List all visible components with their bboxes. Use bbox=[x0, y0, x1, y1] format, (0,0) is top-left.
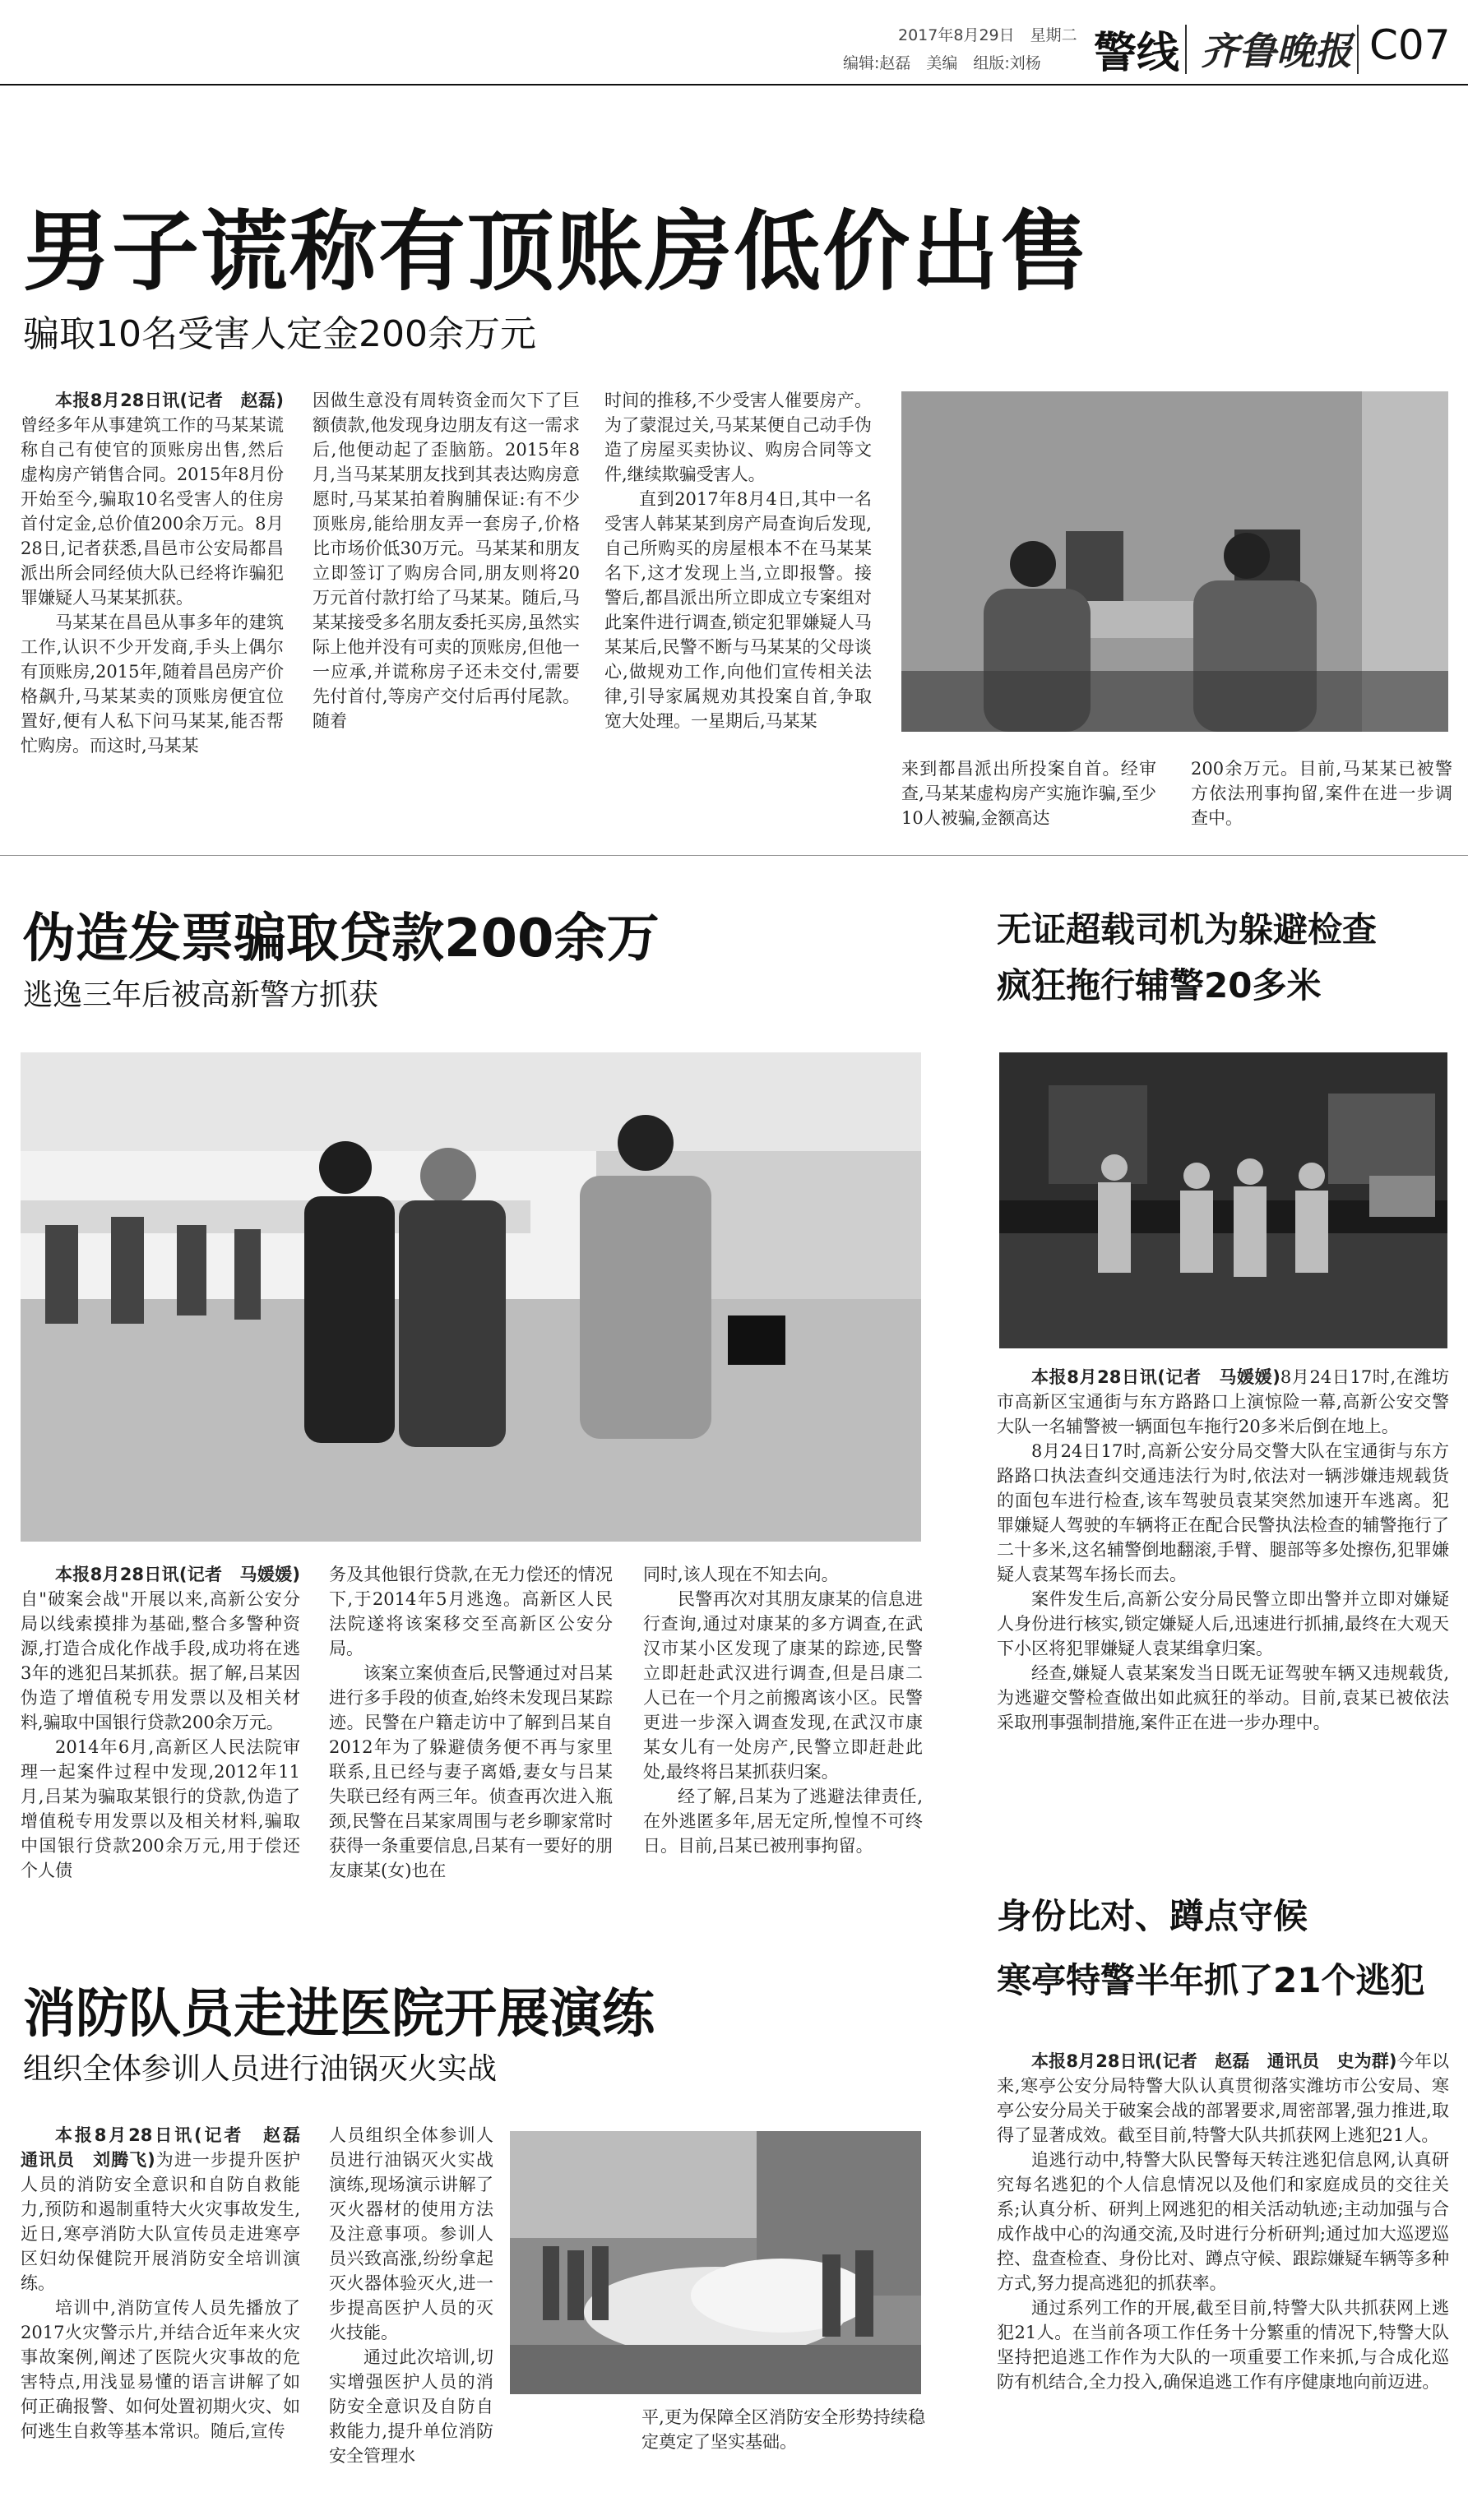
story4-body: 本报8月28日讯(记者 马媛媛)8月24日17时,在潍坊市高新区宝通街与东方路路口上演惊险一幕,高新公安交警大队一名辅警被一辆面包车拖行20多米后倒在地上。 8月24日17时,高新公安分局交警大队在宝通街与东方路路口执法查纠交通违法行为时,依法对一辆涉嫌违规载货的面包车进行检查,该车驾驶员袁某突然加速开车逃离。犯罪嫌疑人驾驶的车辆将正在配合民警执法检查的辅警拖行了二十多米,这名辅警倒地翻滚,手臂、腿部等多处擦伤,犯罪嫌疑人袁某驾车扬长而去。 案件发生后,高新公安分局民警立即出警并立即对嫌疑人身份进行核实,锁定嫌疑人后,迅速进行抓捕,最终在大观天下小区将犯罪嫌疑人袁某缉拿归案。 经查,嫌疑人袁某案发当日既无证驾驶车辆又违规载货,为逃避交警检查做出如此疯狂的举动。目前,袁某已被依法采取刑事强制措施,案件正在进一步办理中。 bbox=[997, 1367, 1450, 1732]
story3-subhead: 组织全体参训人员进行油锅灭火实战 bbox=[23, 2052, 498, 2086]
story1-caption-b: 200余万元。目前,马某某已被警方依法刑事拘留,案件在进一步调查中。 bbox=[1191, 759, 1452, 828]
story5-body: 本报8月28日讯(记者 赵磊 通讯员 史为群)今年以来,寒亭公安分局特警大队认真贯彻落实潍坊市公安局、寒亭公安分局关于破案会战的部署要求,周密部署,强力推进,取得了显著成效。截至目前,特警大队共抓获网上逃犯21人。 追逃行动中,特警大队民警每天转注逃犯信息网,认真研究每名逃犯的个人信息情况以及他们和家庭成员的交往关系;认真分析、研判上网逃犯的相关活动轨迹;主动加强与合成作战中心的沟通交流,及时进行分析研判;通过加大巡逻巡控、盘查检查、身份比对、蹲点守候、跟踪嫌疑车辆等多种方式,努力提高逃犯的抓获率。 通过系列工作的开展,截至目前,特警大队共抓获网上逃犯21人。在当前各项工作任务十分繁重的情况下,特警大队坚持把追逃工作作为大队的一项重要工作来抓,与合成化巡防有机结合,全力投入,确保追逃工作有序健康地向前迈进。 bbox=[997, 2051, 1450, 2392]
story2-headline: 伪造发票骗取贷款200余万 bbox=[23, 909, 660, 969]
story2-subhead: 逃逸三年后被高新警方抓获 bbox=[23, 978, 379, 1012]
story1-col1: 本报8月28日讯(记者 赵磊)曾经多年从事建筑工作的马某某谎称自己有使官的顶账房出售,然后虚构房产销售合同。2015年8月份开始至今,骗取10名受害人的住房首付定金,总价值200余万元。8月28日,记者获悉,昌邑市公安局都昌派出所会同经侦大队已经将诈骗犯罪嫌疑人马某某抓获。 马某某在昌邑从事多年的建筑工作,认识不少开发商,手头上偶尔有顶账房,2015年,随着昌邑房产价格飙升,马某某卖的顶账房便宜位置好,便有人私下问马某某,能否帮忙购房。而这时,马某某 bbox=[21, 391, 284, 756]
header-date: 2017年8月29日 星期二 bbox=[898, 26, 1077, 44]
story2-byline: 本报8月28日讯(记者 马媛媛) bbox=[55, 1565, 300, 1584]
paper-logo: 齐鲁晚报 bbox=[1201, 29, 1352, 73]
story1-caption-a: 来到都昌派出所投案自首。经审查,马某某虚构房产实施诈骗,至少10人被骗,金额高达 bbox=[901, 759, 1156, 828]
story2-col3: 同时,该人现在不知去向。 民警再次对其朋友康某的信息进行查询,通过对康某的多方调查,在武汉市某小区发现了康某的踪迹,民警立即赶赴武汉进行调查,但是吕康二人已在一个月之前搬离该小区。民警更进一步深入调查发现,在武汉市康某女儿有一处房产,民警立即赶赴此处,最终将吕某抓获归案。 经了解,吕某为了逃避法律责任,在外逃匿多年,居无定所,惶惶不可终日。目前,吕某已被刑事拘留。 bbox=[643, 1565, 923, 1856]
story1-col3: 时间的推移,不少受害人催要房产。为了蒙混过关,马某某便自己动手伪造了房屋买卖协议、购房合同等文件,继续欺骗受害人。 直到2017年8月4日,其中一名受害人韩某某到房产局查询后发现,自己所购买的房屋根本不在马某某名下,这才发现上当,立即报警。接警后,都昌派出所立即成立专案组对此案件进行调查,锁定犯罪嫌疑人马某某后,民警不断与马某某的父母谈心,做规劝工作,向他们宣传相关法律,引导家属规劝其投案自首,争取宽大处理。一星期后,马某某 bbox=[604, 391, 872, 731]
story1-byline: 本报8月28日讯(记者 赵磊) bbox=[55, 391, 284, 410]
header-editors: 编辑:赵磊 美编 组版:刘杨 bbox=[843, 54, 1041, 72]
story5-headline-line1: 身份比对、蹲点守候 bbox=[997, 1896, 1308, 1936]
section-name: 警线 bbox=[1094, 29, 1180, 78]
story1-photo-interrogation bbox=[901, 391, 1448, 732]
story4-headline-line2: 疯狂拖行辅警20多米 bbox=[997, 965, 1322, 1006]
train-station-image bbox=[21, 1052, 921, 1542]
story3-col2: 人员组织全体参训人员进行油锅灭火实战演练,现场演示讲解了灭火器材的使用方法及注意事项。参训人员兴致高涨,纷纷拿起灭火器体验灭火,进一步提高医护人员的灭火技能。 通过此次培训,切实增强医护人员的消防安全意识及自防自救能力,提升单位消防安全管理水 bbox=[329, 2125, 493, 2466]
story3-col1: 本报8月28日讯(记者 赵磊 通讯员 刘腾飞)为进一步提升医护人员的消防安全意识和自防自救能力,预防和遏制重特大火灾事故发生,近日,寒亭消防大队宣传员走进寒亭区妇幼保健院开展消防安全培训演练。 培训中,消防宣传人员先播放了2017火灾警示片,并结合近年来火灾事故案例,阐述了医院火灾事故的危害特点,用浅显易懂的语言讲解了如何正确报警、如何处置初期火灾、如何逃生自救等基本常识。随后,宣传 bbox=[21, 2125, 317, 2441]
story4-photo-police bbox=[999, 1052, 1447, 1348]
story5-byline: 本报8月28日讯(记者 赵磊 通讯员 史为群) bbox=[1031, 2051, 1397, 2071]
story1-subhead: 骗取10名受害人定金200余万元 bbox=[23, 313, 536, 355]
story3-byline: 本报8月28日讯(记者 赵磊 通讯员 刘腾飞) bbox=[21, 2125, 317, 2170]
story3-headline: 消防队员走进医院开展演练 bbox=[23, 1984, 655, 2045]
page-number: C07 bbox=[1369, 21, 1451, 69]
header-divider bbox=[1357, 25, 1359, 74]
story4-byline: 本报8月28日讯(记者 马媛媛) bbox=[1031, 1367, 1280, 1387]
night-street-image bbox=[999, 1052, 1447, 1348]
story3-photo-drill bbox=[510, 2131, 921, 2394]
story5-headline-line2: 寒亭特警半年抓了21个逃犯 bbox=[997, 1960, 1425, 2000]
header-rule bbox=[0, 84, 1468, 86]
fire-drill-image bbox=[510, 2131, 921, 2394]
section-rule bbox=[0, 855, 1468, 856]
interrogation-image bbox=[901, 391, 1448, 732]
header-divider bbox=[1185, 25, 1187, 74]
story4-headline-line1: 无证超载司机为躲避检查 bbox=[997, 909, 1378, 950]
story2-photo-arrest bbox=[21, 1052, 921, 1542]
story3-caption: 平,更为保障全区消防安全形势持续稳定奠定了坚实基础。 bbox=[641, 2407, 925, 2452]
story1-col2: 因做生意没有周转资金而欠下了巨额债款,他发现身边朋友有这一需求后,他便动起了歪脑筋。2015年8月,当马某某朋友找到其表达购房意愿时,马某某拍着胸脯保证:有不少顶账房,能给朋友弄一套房子,价格比市场价低30万元。马某某和朋友立即签订了购房合同,朋友则将20万元首付款打给了马某某。随后,马某某接受多名朋友委托买房,虽然实际上他并没有可卖的顶账房,但他一一应承,并谎称房子还未交付,需要先付首付,等房产交付后再付尾款。随着 bbox=[313, 391, 580, 731]
story1-headline: 男子谎称有顶账房低价出售 bbox=[23, 201, 1089, 303]
story2-col1: 本报8月28日讯(记者 马媛媛)自"破案会战"开展以来,高新公安分局以线索摸排为基础,整合多警种资源,打造合成化作战手段,成功将在逃3年的逃犯吕某抓获。据了解,吕某因伪造了增值税专用发票以及相关材料,骗取中国银行贷款200余万元。 2014年6月,高新区人民法院审理一起案件过程中发现,2012年11月,吕某为骗取某银行的贷款,伪造了增值税专用发票以及相关材料,骗取中国银行贷款200余万元,用于偿还个人债 bbox=[21, 1565, 300, 1880]
story2-col2: 务及其他银行贷款,在无力偿还的情况下,于2014年5月逃逸。高新区人民法院遂将该案移交至高新区公安分局。 该案立案侦查后,民警通过对吕某进行多手段的侦查,始终未发现吕某踪迹。民警在户籍走访中了解到吕某自2012年为了躲避债务便不再与家里联系,且已经与妻子离婚,妻女与吕某失联已经有两三年。侦查再次进入瓶颈,民警在吕某家周围与老乡聊家常时获得一条重要信息,吕某有一要好的朋友康某(女)也在 bbox=[329, 1565, 613, 1880]
